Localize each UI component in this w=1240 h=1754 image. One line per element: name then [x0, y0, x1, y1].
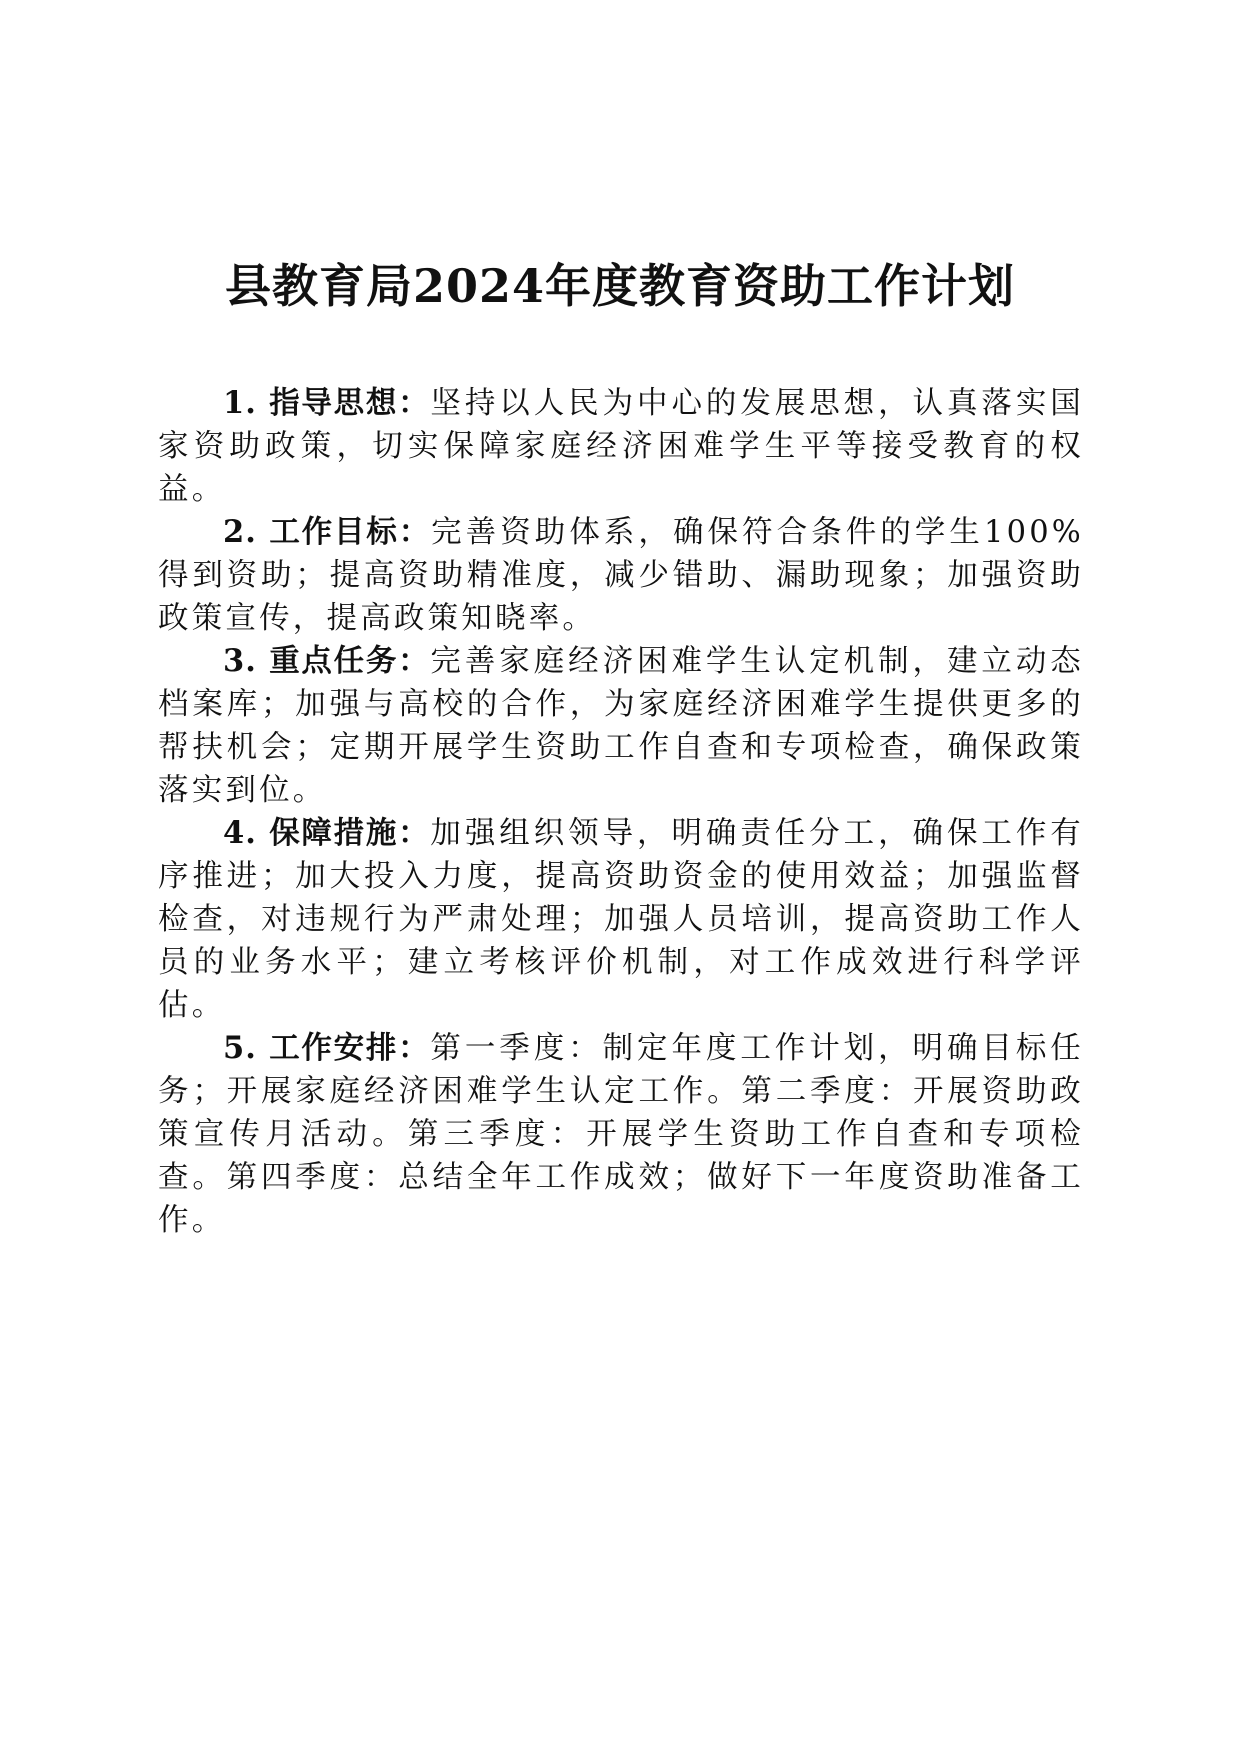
section-safeguards [158, 812, 1084, 1027]
section-heading: 5. 工作安排： [223, 1030, 431, 1066]
section-heading: 3. 重点任务： [223, 643, 431, 679]
section-guiding-ideology [158, 382, 1084, 511]
section-text: 加强组织领导，明确责任分工，确保工作有序推进；加大投入力度，提高资助资金的使用效益；加强监督检查，对违规行为严肃处理；加强人员培训，提高资助工作人员的业务水平；建立考核评价机制，对工作成效进行科学评估。 [158, 816, 1084, 1023]
section-heading: 1. 指导思想： [223, 385, 431, 421]
section-text: 完善家庭经济困难学生认定机制，建立动态档案库；加强与高校的合作，为家庭经济困难学生提供更多的帮扶机会；定期开展学生资助工作自查和专项检查，确保政策落实到位。 [158, 644, 1084, 808]
section-heading: 4. 保障措施： [223, 815, 431, 851]
document-title: 县教育局2024年度教育资助工作计划 [224, 259, 1016, 313]
section-text: 第一季度：制定年度工作计划，明确目标任务；开展家庭经济困难学生认定工作。第二季度：开展资助政策宣传月活动。第三季度：开展学生资助工作自查和专项检查。第四季度：总结全年工作成效；做好下一年度资助准备工作。 [158, 1031, 1084, 1238]
section-text: 坚持以人民为中心的发展思想，认真落实国家资助政策，切实保障家庭经济困难学生平等接受教育的权益。 [158, 386, 1084, 507]
document-body [158, 382, 1084, 1242]
section-text: 完善资助体系，确保符合条件的学生100%得到资助；提高资助精准度，减少错助、漏助现象；加强资助政策宣传，提高政策知晓率。 [158, 515, 1084, 636]
section-key-tasks [158, 640, 1084, 812]
section-work-goals [158, 511, 1084, 640]
section-work-schedule [158, 1027, 1084, 1242]
section-heading: 2. 工作目标： [223, 514, 432, 550]
